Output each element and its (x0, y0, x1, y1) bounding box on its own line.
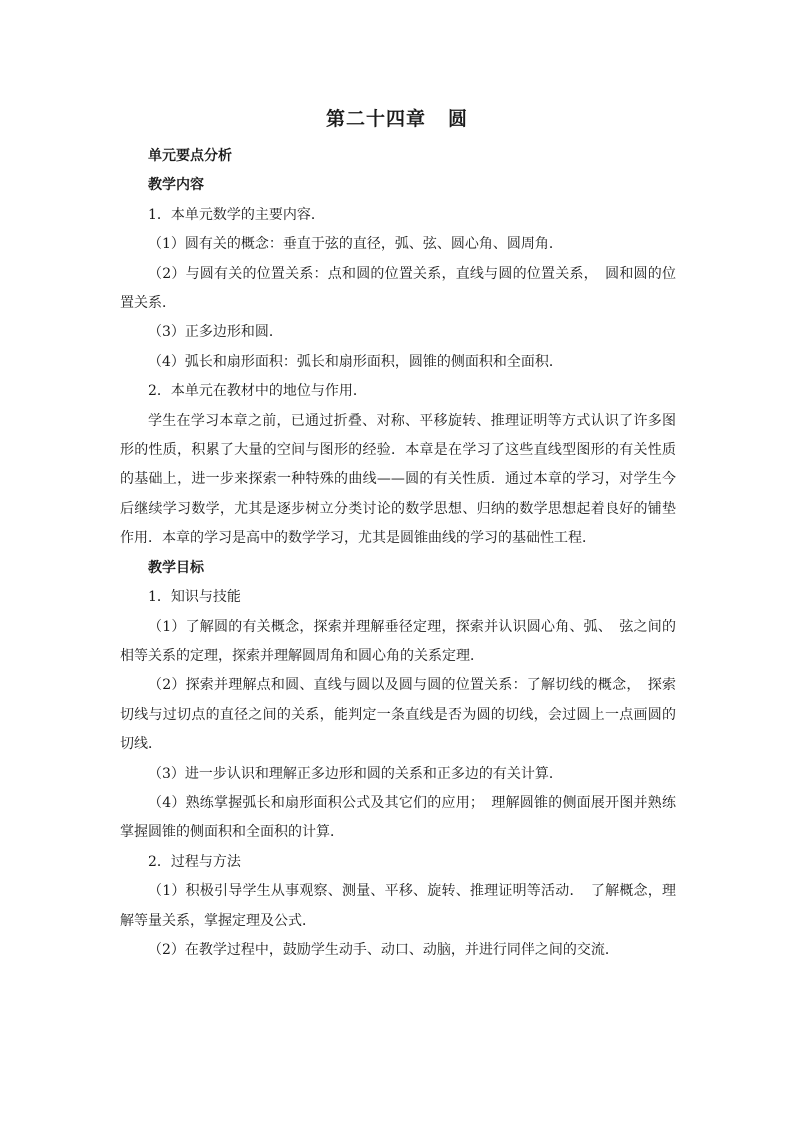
paragraph-process-1: （1）积极引导学生从事观察、测量、平移、旋转、推理证明等活动． 了解概念，理解等量关系，掌握定理及公式． (120, 883, 676, 929)
paragraph-goal-4: （4）熟练掌握弧长和扇形面积公式及其它们的应用； 理解圆锥的侧面展开图并熟练掌握圆锥的侧面积和全面积的计算． (120, 794, 676, 841)
paragraph-goal-3: （3）进一步认识和理解正多边形和圆的关系和正多边的有关计算． (148, 765, 563, 782)
paragraph-item-2: （2）与圆有关的位置关系：点和圆的位置关系，直线与圆的位置关系， 圆和圆的位置关系． (120, 265, 676, 312)
section-heading-teaching-goals: 教学目标 (148, 559, 204, 576)
paragraph-process-methods: 2．过程与方法 (148, 853, 241, 870)
section-heading-teaching-content: 教学内容 (148, 177, 204, 194)
chapter-title (0, 104, 794, 131)
paragraph-main-content: 1．本单元数学的主要内容． (148, 206, 325, 223)
document-body (120, 142, 676, 965)
chapter-number: 第二十四章 (325, 108, 426, 130)
paragraph-process-2: （2）在教学过程中，鼓励学生动手、动口、动脑，并进行同伴之间的交流． (148, 941, 619, 958)
section-heading-unit-analysis: 单元要点分析 (148, 148, 232, 164)
paragraph-item-4: （4）弧长和扇形面积：弧长和扇形面积，圆锥的侧面积和全面积． (148, 353, 563, 370)
paragraph-goal-1: （1）了解圆的有关概念，探索并理解垂径定理，探索并认识圆心角、弧、 弦之间的相等关系的定理，探索并理解圆周角和圆心角的关系定理． (120, 618, 676, 664)
paragraph-role: 2．本单元在教材中的地位与作用． (148, 383, 367, 400)
paragraph-role-body: 学生在学习本章之前，已通过折叠、对称、平移旋转、推理证明等方式认识了许多图形的性质，积累了大量的空间与图形的经验．本章是在学习了这些直线型图形的有关性质的基础上，进一步来探索一种特殊的曲线——圆的有关性质．通过本章的学习，对学生今后继续学习数学，尤其是逐步树立分类讨论的数学思想、归纳的数学思想起着良好的铺垫作用．本章的学习是高中的数学学习，尤其是圆锥曲线的学习的基础性工程． (120, 412, 676, 547)
paragraph-item-1: （1）圆有关的概念：垂直于弦的直径，弧、弦、圆心角、圆周角． (148, 236, 563, 253)
paragraph-item-3: （3）正多边形和圆． (148, 324, 283, 341)
paragraph-knowledge-skills: 1．知识与技能 (148, 589, 241, 606)
chapter-name: 圆 (448, 108, 469, 130)
paragraph-goal-2: （2）探索并理解点和圆、直线与圆以及圆与圆的位置关系：了解切线的概念， 探索切线与过切点的直径之间的关系，能判定一条直线是否为圆的切线，会过圆上一点画圆的切线． (120, 677, 676, 753)
